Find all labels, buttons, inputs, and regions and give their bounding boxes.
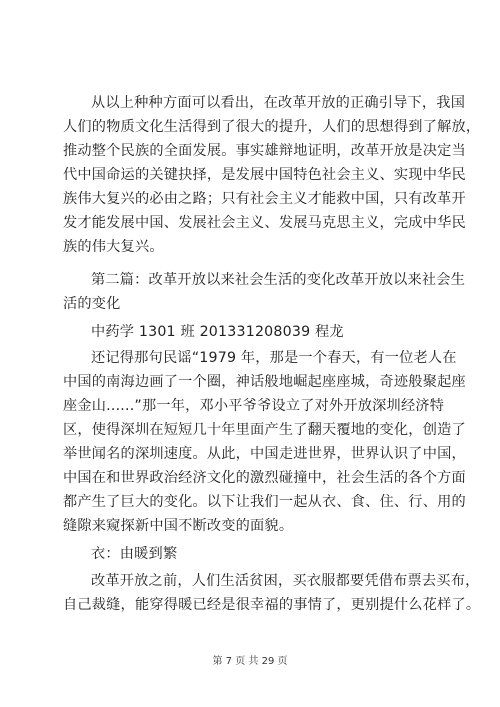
paragraph-3-line-1: 改革开放之前，人们生活贫困，买衣服都要凭借布票去买布，: [91, 573, 480, 589]
paragraph-2-line-6: 中国在和世界政治经济文化的激烈碰撞中，社会生活的各个方面: [63, 470, 466, 486]
paragraph-2-line-3: 座金山......”那一年，邓小平爷爷设立了对外开放深圳经济特: [63, 398, 445, 414]
section-heading-line-2: 活的变化: [63, 296, 121, 312]
page-number-footer: 第 7 页 共 29 页: [212, 656, 288, 667]
paragraph-1-line-2: 人们的物质文化生活得到了很大的提升，人们的思想得到了解放，: [63, 119, 481, 135]
paragraph-2-line-2: 中国的南海边画了一个圈，神话般地崛起座座城，奇迹般聚起座: [63, 374, 466, 390]
paragraph-1-line-5: 族伟大复兴的必由之路；只有社会主义才能救中国，只有改革开: [63, 191, 466, 207]
paragraph-2-line-4: 区，使得深圳在短短几十年里面产生了翻天覆地的变化，创造了: [63, 422, 466, 438]
paragraph-1-line-7: 族的伟大复兴。: [63, 239, 164, 255]
paragraph-1-line-6: 发才能发展中国、发展社会主义、发展马克思主义，完成中华民: [63, 215, 466, 231]
paragraph-2-line-1: 还记得那句民谣“1979 年，那是一个春天，有一位老人在: [91, 350, 457, 366]
paragraph-2-line-8: 缝隙来窥探新中国不断改变的面貌。: [63, 518, 294, 534]
paragraph-1-line-1: 从以上种种方面可以看出，在改革开放的正确引导下，我国: [91, 95, 466, 111]
section-heading-line-1: 第二篇：改革开放以来社会生活的变化改革开放以来社会生: [91, 272, 466, 288]
paragraph-3-line-2: 自己裁缝，能穿得暖已经是很幸福的事情了，更别提什么花样了。: [63, 597, 481, 613]
paragraph-1-line-3: 推动整个民族的全面发展。事实雄辩地证明，改革开放是决定当: [63, 143, 466, 159]
author-line: 中药学 1301 班 201331208039 程龙: [91, 324, 344, 340]
subheading-clothing: 衣：由暖到繁: [91, 546, 178, 562]
paragraph-2-line-5: 举世闻名的深圳速度。从此，中国走进世界，世界认识了中国，: [63, 446, 466, 462]
paragraph-2-line-7: 都产生了巨大的变化。以下让我们一起从衣、食、住、行、用的: [63, 494, 466, 510]
paragraph-1-line-4: 代中国命运的关键抉择，是发展中国特色社会主义、实现中华民: [63, 167, 466, 183]
